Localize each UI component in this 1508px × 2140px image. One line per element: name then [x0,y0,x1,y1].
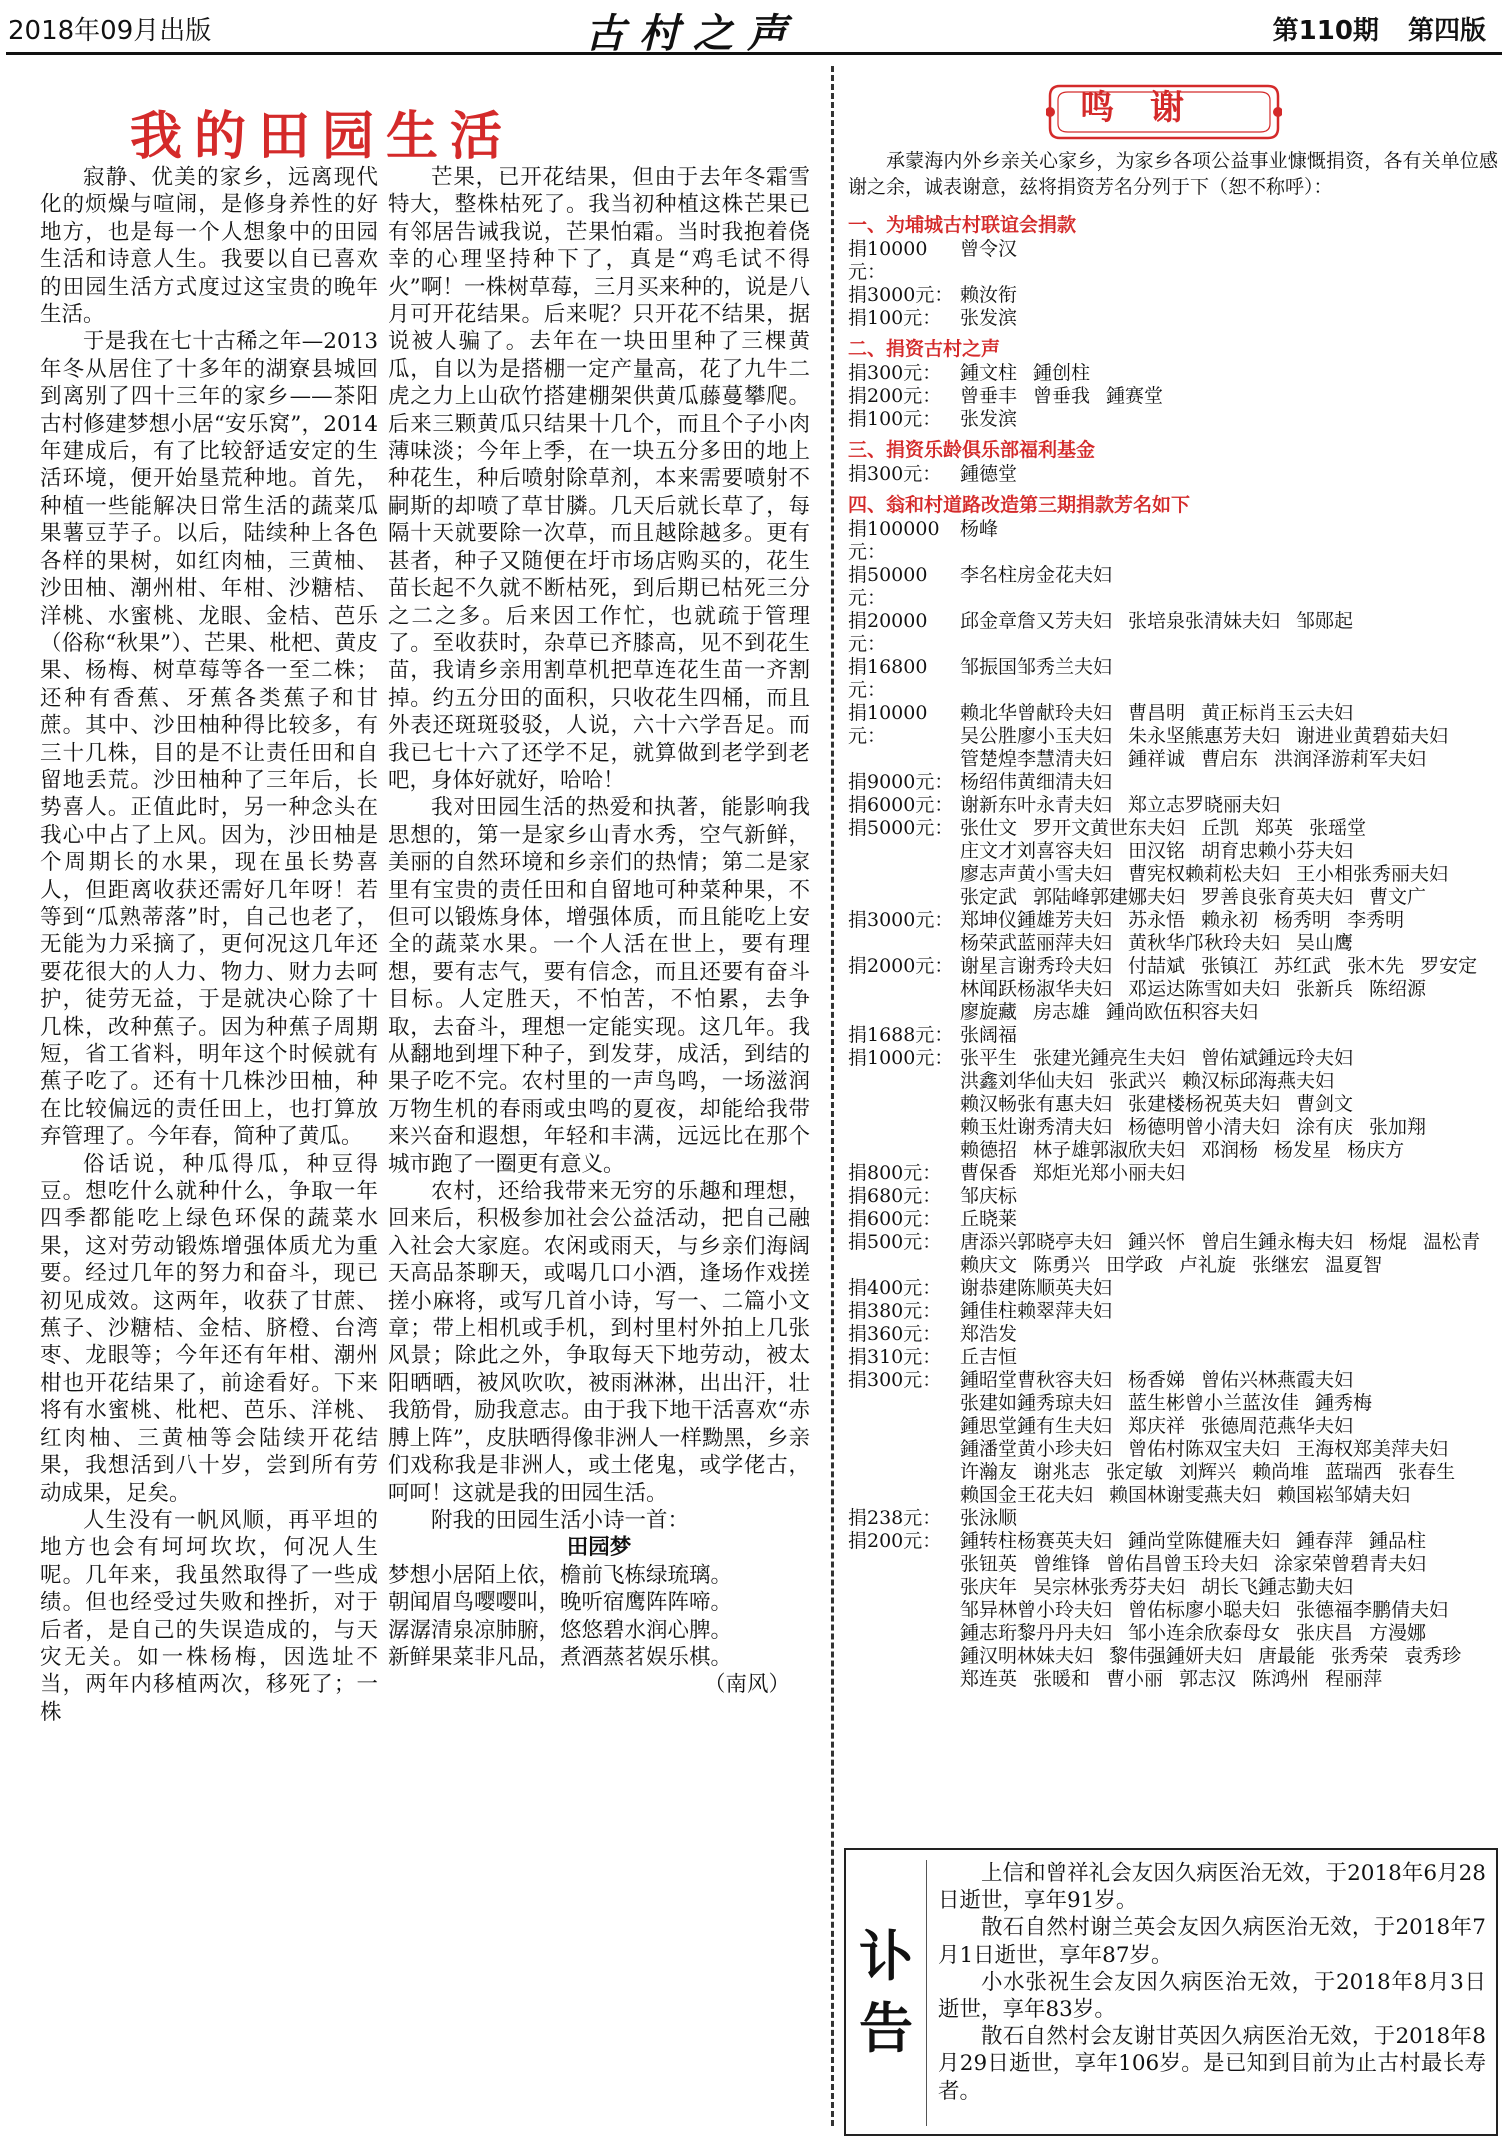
donation-amount: 捐360元： [848,1323,942,1345]
donor-name: 鍾佳柱赖翠萍夫妇 [960,1300,1113,1322]
donor-name: 鍾文柱 [960,362,1018,384]
donor-name: 谢进业黄碧茹夫妇 [1296,725,1449,747]
donor-name: 林闻跃杨淑华夫妇 [960,978,1113,1000]
donor-name: 郑庆祥 [1128,1415,1186,1437]
donor-name: 张建楼杨祝英夫妇 [1128,1093,1281,1115]
donor-name: 曾启生鍾永梅夫妇 [1201,1231,1354,1253]
donor-name: 鍾汉明林妹夫妇 [960,1645,1094,1667]
donor-names [960,610,1498,656]
donation-amount: 捐10000元： [848,702,928,747]
donor-names [960,1300,1498,1323]
donor-names [960,1277,1498,1300]
donation-entry [848,1277,1498,1300]
donation-entry [848,564,1498,610]
donor-names [960,518,1498,564]
donor-name: 王小相张秀丽夫妇 [1296,863,1449,885]
donor-name: 谢兆志 [1033,1461,1091,1483]
donation-entry [848,284,1498,307]
donor-name: 张镇江 [1201,955,1259,977]
donor-name: 鍾潘堂黄小珍夫妇 [960,1438,1113,1460]
donor-names [960,385,1498,408]
donor-name: 邱金章詹又芳夫妇 [960,610,1113,632]
donor-name: 付喆斌 [1128,955,1186,977]
donor-names [960,1369,1498,1507]
donor-name: 蓝瑞西 [1325,1461,1383,1483]
donor-name: 杨香娣 [1128,1369,1186,1391]
donor-name: 张秀荣 [1331,1645,1389,1667]
donor-name: 邹庆标 [960,1185,1018,1207]
donor-name: 谢星言谢秀玲夫妇 [960,955,1113,977]
donor-name: 黄正标肖玉云夫妇 [1201,702,1354,724]
donor-names [960,955,1498,1024]
donor-name: 鍾志珩黎丹丹夫妇 [960,1622,1113,1644]
donor-name: 李秀明 [1347,909,1405,931]
donor-name: 张发滨 [960,408,1018,430]
donor-names [960,1231,1498,1277]
donor-name: 罗开文黄世东夫妇 [1033,817,1186,839]
article-title: 我的田园生活 [130,107,515,167]
donor-names [960,1208,1498,1231]
donor-name: 张培泉张清妹夫妇 [1128,610,1281,632]
donor-name: 邓润杨 [1201,1139,1259,1161]
donation-amount: 捐100000元： [848,518,940,563]
donor-name: 谢恭建陈顺英夫妇 [960,1277,1113,1299]
donor-name: 廖旋藏 [960,1001,1018,1023]
donor-name: 赖永初 [1201,909,1259,931]
donation-amount: 捐20000元： [848,610,928,655]
donor-names [960,284,1498,307]
poem-line: 朝闻眉鸟嘤嘤叫，晚听宿鹰阵阵啼。 [388,1590,733,1616]
donor-name: 陈鸿州 [1252,1668,1310,1690]
donor-name: 涂家荣曾碧青夫妇 [1274,1553,1427,1575]
donor-name: 曹启东 [1201,748,1259,770]
donor-name: 张暖和 [1033,1668,1091,1690]
donation-list [848,206,1498,1691]
donor-name: 田汉铭 [1128,840,1186,862]
donation-section-heading: 一、为埔城古村联谊会捐款 [848,214,1077,236]
donation-entry [848,1507,1498,1530]
poem-line: 新鲜果菜非凡品，煮酒蒸茗娱乐棋。 [388,1644,733,1670]
donor-names [960,463,1498,486]
donor-name: 赖国林谢雯燕夫妇 [1109,1484,1262,1506]
donor-names [960,1024,1498,1047]
donor-name: 赖国崧邹婧夫妇 [1277,1484,1411,1506]
donor-name: 郑英 [1255,817,1294,839]
donor-name: 吴宗林张秀芬夫妇 [1033,1576,1186,1598]
donation-entry [848,1047,1498,1162]
donation-amount: 捐100元： [848,408,942,430]
donor-name: 陈绍源 [1369,978,1427,1000]
donation-entry [848,408,1498,431]
donor-name: 杨发星 [1274,1139,1332,1161]
donor-name: 鍾春萍 [1296,1530,1354,1552]
donor-names [960,1185,1498,1208]
donor-names [960,408,1498,431]
article-column-2 [388,164,810,1699]
donor-name: 杨焜 [1369,1231,1408,1253]
donor-name: 郑连英 [960,1668,1018,1690]
donor-name: 苏红武 [1274,955,1332,977]
donation-entry [848,771,1498,794]
donor-name: 苏永悟 [1128,909,1186,931]
obituary-box [844,1848,1498,2136]
donor-name: 张阔福 [960,1024,1018,1046]
obituary-item: 小水张祝生会友因久病医治无效，于2018年8月3日逝世，享年83岁。 [938,1969,1486,2023]
donor-name: 张建光鍾亮生夫妇 [1033,1047,1186,1069]
donor-name: 谢新东叶永青夫妇 [960,794,1113,816]
newspaper-masthead: 古村之声 [585,10,801,57]
donor-name: 张泳顺 [960,1507,1018,1529]
donor-name: 杨荣武蓝丽萍夫妇 [960,932,1113,954]
donation-entry [848,518,1498,564]
donation-amount: 捐200元： [848,385,942,407]
donor-name: 胡长飞鍾志勤夫妇 [1201,1576,1354,1598]
donor-name: 赖北华曾献玲夫妇 [960,702,1113,724]
donor-name: 杨秀明 [1274,909,1332,931]
donor-name: 曾佑斌鍾远玲夫妇 [1201,1047,1354,1069]
donor-names [960,702,1498,771]
donor-name: 涂有庆 [1296,1116,1354,1138]
donation-amount: 捐238元： [848,1507,942,1529]
donor-name: 林子雄郭淑欣夫妇 [1033,1139,1186,1161]
donor-name: 袁秀珍 [1404,1645,1462,1667]
donation-amount: 捐500元： [848,1231,942,1253]
donor-name: 鍾秀梅 [1315,1392,1373,1414]
article-paragraph: 芒果，已开花结果，但由于去年冬霜雪特大，整株枯死了。我当初种植这株芒果已有邻居告诫我说，芒果怕霜。当时我抱着侥幸的心理坚持种下了，真是“鸡毛试不得火”啊！一株树草莓，三月买来种的，说是八月可开花结果。后来呢？只开花不结果，据说被人骗了。去年在一块田里种了三棵黄瓜，自以为是搭棚一定产量高，花了九牛二虎之力上山砍竹搭建棚架供黄瓜藤蔓攀爬。后来三颗黄瓜只结果十几个，而且个子小肉薄味淡；今年上季，在一块五分多田的地上种花生，种后喷射除草剂，本来需要喷射不嗣斯的却喷了草甘膦。几天后就长草了，每隔十天就要除一次草，而且越除越多。更有甚者，种子又随便在圩市场店购买的，花生苗长起不久就不断枯死，到后期已枯死三分之二之多。后来因工作忙，也就疏于管理了。至收获时，杂草已齐膝高，见不到花生苗，我请乡亲用割草机把草连花生苗一齐割掉。约五分田的面积，只收花生四桶，而且外表还斑斑驳驳，人说，六十六学吾足。而我已七十六了还学不足，就算做到老学到老吧，身体好就好，哈哈！ [388,165,810,793]
donor-name: 罗安定 [1420,955,1478,977]
acknowledgement-intro: 承蒙海内外乡亲关心家乡，为家乡各项公益事业慷慨捐资，各有关单位感谢之余，诚表谢意，兹将捐资芳名分列于下（恕不称呼）： [848,150,1498,198]
donor-name: 郭志汉 [1179,1668,1237,1690]
donor-name: 张建如鍾秀琼夫妇 [960,1392,1113,1414]
donor-name: 赖庆文 [960,1254,1018,1276]
donor-name: 赖国金王花夫妇 [960,1484,1094,1506]
article-column-1 [40,164,378,1726]
donation-entry [848,238,1498,284]
donation-entry [848,955,1498,1024]
donor-name: 丘凯 [1201,817,1240,839]
donor-names [960,656,1498,702]
poem-title: 田园梦 [566,1535,632,1561]
donation-entry [848,1231,1498,1277]
donor-name: 吴山鹰 [1296,932,1354,954]
donor-names [960,1530,1498,1691]
donor-name: 鍾昭堂曹秋容夫妇 [960,1369,1113,1391]
donor-name: 张庆年 [960,1576,1018,1598]
donation-section-heading: 二、捐资古村之声 [848,338,1001,360]
donor-name: 杨峰 [960,518,999,540]
poem-author: （南风） [703,1672,790,1698]
obituary-item: 上信和曾祥礼会友因久病医治无效，于2018年6月28日逝世，享年91岁。 [938,1861,1486,1914]
donor-name: 鍾尚欧伍积容夫妇 [1106,1001,1259,1023]
donor-name: 黄秋华邝秋玲夫妇 [1128,932,1281,954]
donation-amount: 捐600元： [848,1208,942,1230]
donation-amount: 捐1688元： [848,1024,954,1046]
issue-number: 第110期 [1272,16,1379,46]
donor-name: 朱永坚熊惠芳夫妇 [1128,725,1281,747]
donor-name: 曾令汉 [960,238,1018,260]
donor-name: 邹郧起 [1296,610,1354,632]
donation-amount: 捐380元： [848,1300,942,1322]
donor-name: 赖尚堆 [1252,1461,1310,1483]
donor-name: 郭陆峰郭建娜夫妇 [1033,886,1186,908]
donor-name: 丘吉恒 [960,1346,1018,1368]
article-paragraph: 农村，还给我带来无穷的乐趣和理想，回来后，积极参加社会公益活动，把自己融入社会大家庭。农闲或雨天，与乡亲们海阔天高品茶聊天，或喝几口小酒，逢场作戏搓搓小麻将，或写几首小诗，写一、二篇小文章；带上相机或手机，到村里村外拍上几张风景；除此之外，争取每天下地劳动，被太阳晒晒，被风吹吹，被雨淋淋，出出汗，壮我筋骨，励我意志。由于我下地干活喜欢“赤膊上阵”，皮肤晒得像非洲人一样黝黑，乡亲们戏称我是非洲人，或土佬鬼，或学佬古，呵呵！这就是我的田园生活。 [388,1179,810,1506]
donor-name: 邓运达陈雪如夫妇 [1128,978,1281,1000]
donor-name: 温松青 [1423,1231,1481,1253]
donor-name: 张德福李鹏倩夫妇 [1296,1599,1449,1621]
donor-name: 洪鑫刘华仙夫妇 [960,1070,1094,1092]
donation-entry [848,656,1498,702]
donation-entry [848,794,1498,817]
obituary-item: 散石自然村谢兰英会友因久病医治无效，于2018年7月1日逝世，享年87岁。 [938,1915,1486,1968]
donor-name: 鍾思堂鍾有生夫妇 [960,1415,1113,1437]
obituary-label: 讣告 [859,1924,913,2060]
donor-name: 曹保香 [960,1162,1018,1184]
donor-name: 鍾兴怀 [1128,1231,1186,1253]
donor-name: 张平生 [960,1047,1018,1069]
donor-name: 曾垂丰 [960,385,1018,407]
donor-names [960,794,1498,817]
donor-name: 房志雄 [1033,1001,1091,1023]
issue-and-page [1273,10,1486,47]
donation-amount: 捐680元： [848,1185,942,1207]
donor-name: 赖德招 [960,1139,1018,1161]
donor-name: 曹宪权赖莉松夫妇 [1128,863,1281,885]
donor-name: 鍾祥诚 [1128,748,1186,770]
donation-entry [848,817,1498,909]
donor-name: 程丽萍 [1325,1668,1383,1690]
donation-amount: 捐10000元： [848,238,928,283]
donor-name: 张钮英 [960,1553,1018,1575]
donor-name: 唐添兴郭晓亭夫妇 [960,1231,1113,1253]
poem-line: 梦想小居陌上依，檐前飞栋绿琉璃。 [388,1562,733,1588]
donor-names [960,1346,1498,1369]
donor-name: 鍾品柱 [1369,1530,1427,1552]
donor-name: 郑立志罗晓丽夫妇 [1128,794,1281,816]
obituary-separator [926,1860,927,2126]
donor-names [960,771,1498,794]
donation-section-heading: 四、翁和村道路改造第三期捐款芳名如下 [848,494,1191,516]
donor-name: 曹小丽 [1106,1668,1164,1690]
donor-names [960,1162,1498,1185]
donation-amount: 捐3000元： [848,909,954,931]
donor-name: 方漫娜 [1369,1622,1427,1644]
donor-name: 鍾尚堂陈健雁夫妇 [1128,1530,1281,1552]
donor-name: 卢礼旋 [1179,1254,1237,1276]
donor-name: 丘晓莱 [960,1208,1018,1230]
donor-name: 赖汉畅张有惠夫妇 [960,1093,1113,1115]
donor-name: 张发滨 [960,307,1018,329]
donor-name: 张定武 [960,886,1018,908]
donation-entry [848,307,1498,330]
donor-name: 管楚煌李慧清夫妇 [960,748,1113,770]
donor-name: 王海权郑美萍夫妇 [1296,1438,1449,1460]
article-paragraph: 我对田园生活的热爱和执著，能影响我思想的，第一是家乡山青水秀，空气新鲜，美丽的自然环境和乡亲们的热情；第二是家里有宝贵的责任田和自留地可种菜种果，不但可以锻炼身体，增强体质，而且能吃上安全的蔬菜水果。一个人活在世上，要有理想，要有志气，要有信念，而且还要有奋斗目标。人定胜天，不怕苦，不怕累，去争取，去奋斗，理想一定能实现。这几年。我从翻地到埋下种子，到发芽，成活，到结的果子吃不完。农村里的一声鸟鸣，一场滋润万物生机的春雨或虫鸣的夏夜，却能给我带来兴奋和遐想，年轻和丰满，远远比在那个城市跑了一圈更有意义。 [388,795,810,1177]
donor-name: 张仕文 [960,817,1018,839]
donor-name: 张庆昌 [1296,1622,1354,1644]
donor-names [960,362,1498,385]
donor-name: 鍾德堂 [960,463,1018,485]
donor-name: 洪润泽游莉军夫妇 [1274,748,1427,770]
donor-names [960,238,1498,284]
donor-name: 邹振国邹秀兰夫妇 [960,656,1113,678]
donation-amount: 捐50000元： [848,564,928,609]
donor-name: 曾佑标廖小聪夫妇 [1128,1599,1281,1621]
donor-name: 邹异林曾小玲夫妇 [960,1599,1113,1621]
article-paragraph: 附我的田园生活小诗一首： [431,1507,690,1533]
donation-entry [848,362,1498,385]
donor-names [960,1507,1498,1530]
donor-name: 许瀚友 [960,1461,1018,1483]
donor-name: 吴公胜廖小玉夫妇 [960,725,1113,747]
donor-name: 杨德明曾小清夫妇 [1128,1116,1281,1138]
donation-amount: 捐800元： [848,1162,942,1184]
publication-date: 2018年09月出版 [8,16,212,46]
donation-amount: 捐400元： [848,1277,942,1299]
poem-line: 潺潺清泉凉肺腑，悠悠碧水润心脾。 [388,1617,733,1643]
donor-name: 张春生 [1398,1461,1456,1483]
donation-amount: 捐5000元： [848,817,954,839]
donor-name: 曾维锋 [1033,1553,1091,1575]
donation-entry [848,1530,1498,1691]
article-paragraph: 俗话说，种瓜得瓜，种豆得豆。想吃什么就种什么，争取一年四季都能吃上绿色环保的蔬菜水果，这对劳动锻炼增强体质尤为重要。经过几年的努力和奋斗，现已初见成效。这两年，收获了甘蔗、蕉子、沙糖桔、金桔、脐橙、台湾枣、龙眼等；今年还有年柑、潮州柑也开花结果了，前途看好。下来将有水蜜桃、枇杷、芭乐、洋桃、红肉柚、三黄柚等会陆续开花结果，我想活到八十岁，尝到所有劳动成果，足矣。 [40,1151,378,1506]
donor-name: 田学政 [1106,1254,1164,1276]
donor-name: 罗善良张育英夫妇 [1201,886,1354,908]
donation-entry [848,385,1498,408]
donor-name: 赖汝衔 [960,284,1018,306]
donor-name: 张德周范燕华夫妇 [1201,1415,1354,1437]
donation-amount: 捐200元： [848,1530,942,1552]
obituary-item: 散石自然村会友谢甘英因久病医治无效，于2018年8月29日逝世，享年106岁。是已知到目前为止古村最长寿者。 [938,2024,1486,2104]
donation-entry [848,1323,1498,1346]
donor-name: 鍾创柱 [1033,362,1091,384]
header-rule [6,52,1502,55]
donor-name: 曾佑兴林燕霞夫妇 [1201,1369,1354,1391]
donation-entry [848,702,1498,771]
donation-entry [848,1208,1498,1231]
donor-name: 庄文才刘喜容夫妇 [960,840,1113,862]
article-paragraph: 于是我在七十古稀之年—2013年冬从居住了十多年的湖寮县城回到离别了四十三年的家乡——茶阳古村修建梦想小居“安乐窝”，2014年建成后，有了比较舒适安定的生活环境，便开始垦荒种地。首先，种植一些能解决日常生活的蔬菜瓜果薯豆芋子。以后，陆续种上各色各样的果树，如红肉柚，三黄柚、沙田柚、潮州柑、年柑、沙糖桔、洋桃、水蜜桃、龙眼、金桔、芭乐（俗称“秋果”）、芒果、枇杷、黄皮果、杨梅、树草莓等各一至二株；还种有香蕉、牙蕉各类蕉子和甘蔗。其中、沙田柚种得比较多，有三十几株，目的是不让责任田和自留地丢荒。沙田柚种了三年后，长势喜人。正值此时，另一种念头在我心中占了上风。因为，沙田柚是个周期长的水果，现在虽长势喜人，但距离收获还需好几年呀！若等到“瓜熟蒂落”时，自己也老了，无能为力采摘了，更何况这几年还要花很大的人力、物力、财力去呵护，徒劳无益，于是就决心除了十几株，改种蕉子。因为种蕉子周期短，省工省料，明年这个时候就有蕉子吃了。还有十几株沙田柚，种在比较偏远的责任田上，也打算放弃管理了。今年春，简种了黄瓜。 [40,329,378,1150]
donation-amount: 捐300元： [848,1369,942,1391]
donor-name: 郑坤仪鍾雄芳夫妇 [960,909,1113,931]
obituary-text [938,1860,1486,2105]
page-label: 第四版 [1407,16,1486,46]
donor-name: 曾垂我 [1033,385,1091,407]
donor-name: 胡育忠赖小芬夫妇 [1201,840,1354,862]
donor-name: 张加翔 [1369,1116,1427,1138]
donor-name: 鍾转柱杨赛英夫妇 [960,1530,1113,1552]
donor-name: 张新兵 [1296,978,1354,1000]
donor-name: 张瑶堂 [1309,817,1367,839]
donor-names [960,817,1498,909]
donation-entry [848,1300,1498,1323]
donation-amount: 捐300元： [848,463,942,485]
donor-names [960,307,1498,330]
donor-name: 赖玉灶谢秀清夫妇 [960,1116,1113,1138]
donor-name: 唐最能 [1258,1645,1316,1667]
donor-name: 杨庆方 [1347,1139,1405,1161]
donor-name: 郑炬光郑小丽夫妇 [1033,1162,1186,1184]
donor-name: 曾佑村陈双宝夫妇 [1128,1438,1281,1460]
article-paragraph: 人生没有一帆风顺，再平坦的地方也会有坷坷坎坎，何况人生呢。几年来，我虽然取得了一些成绩。但也经受过失败和挫折，对于后者，是自己的失误造成的，与天灾无关。如一株杨梅，因选址不当，两年内移植两次，移死了；一株 [40,1507,378,1725]
donation-amount: 捐2000元： [848,955,954,977]
donor-name: 鍾赛堂 [1106,385,1164,407]
donation-amount: 捐310元： [848,1346,942,1368]
donor-name: 张定敏 [1106,1461,1164,1483]
donor-name: 郑浩发 [960,1323,1018,1345]
donor-names [960,1047,1498,1162]
donor-names [960,1323,1498,1346]
donor-name: 张木先 [1347,955,1405,977]
donation-amount: 捐1000元： [848,1047,954,1069]
donor-names [960,564,1498,610]
article-my-garden-life [40,94,810,2134]
donation-amount: 捐9000元： [848,771,954,793]
donation-amount: 捐16800元： [848,656,928,701]
donor-name: 陈勇兴 [1033,1254,1091,1276]
column-divider [831,66,834,2126]
donor-name: 刘辉兴 [1179,1461,1237,1483]
donation-entry [848,463,1498,486]
donation-entry [848,1346,1498,1369]
donation-entry [848,1162,1498,1185]
donation-amount: 捐300元： [848,362,942,384]
donation-entry [848,1369,1498,1507]
donor-name: 邹小连余欣泰母女 [1128,1622,1281,1644]
donation-entry [848,909,1498,955]
donor-name: 曾佑昌曾玉玲夫妇 [1106,1553,1259,1575]
donation-entry [848,610,1498,656]
donation-entry [848,1024,1498,1047]
page-header [0,0,1508,58]
donor-name: 赖汉标邱海燕夫妇 [1182,1070,1335,1092]
donation-section-heading: 三、捐资乐龄俱乐部福利基金 [848,439,1096,461]
donation-amount: 捐6000元： [848,794,954,816]
article-paragraph: 寂静、优美的家乡，远离现代化的烦燥与喧闹，是修身养性的好地方，也是每一个人想象中的田园生活和诗意人生。我要以自已喜欢的田园生活方式度过这宝贵的晚年生活。 [40,165,378,328]
acknowledgement-title: 鸣谢 [1080,88,1220,128]
donor-name: 李名柱房金花夫妇 [960,564,1113,586]
donor-name: 曹剑文 [1296,1093,1354,1115]
donation-amount: 捐3000元： [848,284,954,306]
donor-name: 杨绍伟黄细清夫妇 [960,771,1113,793]
donor-name: 曹昌明 [1128,702,1186,724]
donation-entry [848,1185,1498,1208]
donor-names [960,909,1498,955]
donor-name: 张武兴 [1109,1070,1167,1092]
donor-name: 张继宏 [1252,1254,1310,1276]
donor-name: 曹文广 [1369,886,1427,908]
donor-name: 廖志声黄小雪夫妇 [960,863,1113,885]
donor-name: 温夏智 [1325,1254,1383,1276]
donor-name: 黎伟强鍾妍夫妇 [1109,1645,1243,1667]
donation-amount: 捐100元： [848,307,942,329]
donor-name: 蓝生彬曾小兰蓝汝佳 [1128,1392,1300,1414]
